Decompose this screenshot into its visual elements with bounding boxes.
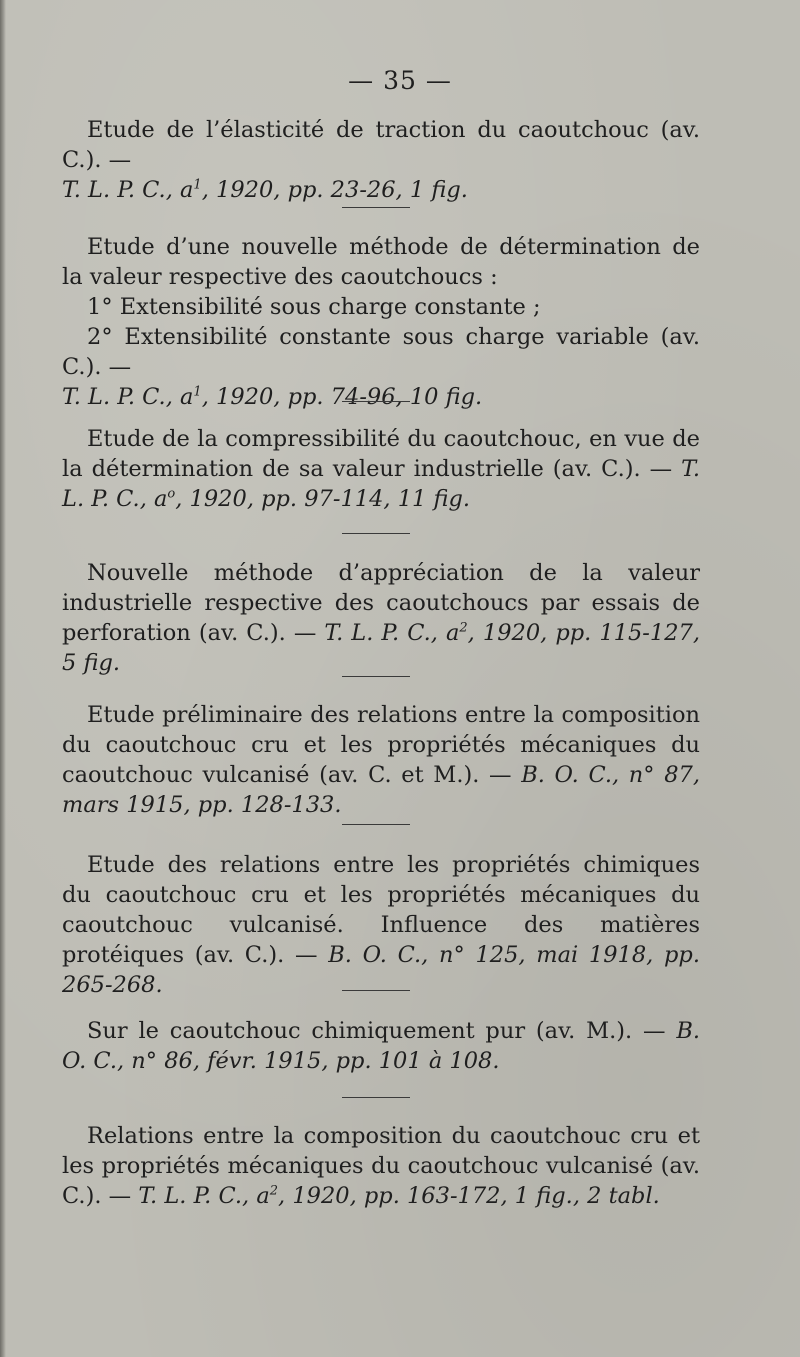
separator-rule [342, 676, 410, 677]
separator-rule [342, 207, 410, 208]
bibliography-entry-6 [62, 850, 700, 1000]
entry-text: Sur le caoutchouc chimiquement pur (av. M.). — [87, 1018, 677, 1044]
bibliography-entry-4 [62, 558, 700, 678]
separator-rule [342, 401, 410, 402]
entry-reference: T. L. P. C., $a^1$, 1920, pp. 74-96, 10 fig. [62, 384, 483, 410]
entry-reference: T. L. P. C., $a^1$, 1920, pp. 23-26, 1 fig. [62, 177, 468, 203]
bibliography-entry-5 [62, 700, 700, 820]
entry-item-1: 1° Extensibilité sous charge constante ; [87, 294, 541, 320]
entry-item-2: 2° Extensibilité constante sous charge variable (av. C.). — [62, 324, 700, 380]
bibliography-entry-2 [62, 232, 700, 412]
entry-text: Relations entre la composition du caoutchouc cru et les propriétés mécaniques du caoutchouc vulcanisé (av. C.). — [62, 1123, 700, 1209]
entry-text: Etude de l’élasticité de traction du caoutchouc (av. C.). — [62, 117, 700, 173]
bibliography-entry-1 [62, 115, 700, 205]
separator-rule [342, 824, 410, 825]
separator-rule [342, 533, 410, 534]
entry-text: Etude d’une nouvelle méthode de détermination de la valeur respective des caoutchoucs : [62, 234, 700, 290]
entry-text: Etude des relations entre les propriétés chimiques du caoutchouc cru et les propriétés mécaniques du caoutchouc vulcanisé. Influence des matières protéiques (av. C.). — [62, 852, 700, 968]
separator-rule [342, 1097, 410, 1098]
entry-reference: B. O. C., n° 125, mai 1918, pp. 265-268. [62, 942, 700, 998]
entry-text: Etude de la compressibilité du caoutchouc, en vue de la détermination de sa valeur industrielle (av. C.). — [62, 426, 700, 482]
bibliography-entry-8 [62, 1121, 700, 1211]
entry-text: Nouvelle méthode d’appréciation de la valeur industrielle respective des caoutchoucs par essais de perforation (av. C.). — [62, 560, 700, 646]
bibliography-entry-7 [62, 1016, 700, 1076]
entry-reference: T. L. P. C., $a^2$, 1920, pp. 163-172, 1 fig., 2 tabl. [138, 1183, 660, 1209]
page-edge-shadow [0, 0, 6, 1357]
entry-reference: B. O. C., n° 86, févr. 1915, pp. 101 à 108. [62, 1018, 700, 1074]
entry-reference: B. O. C., n° 87, mars 1915, pp. 128-133. [62, 762, 700, 818]
entry-text: Etude préliminaire des relations entre la composition du caoutchouc cru et les propriétés mécaniques du caoutchouc vulcanisé (av. C. et M.). — [62, 702, 700, 788]
entry-reference: T. L. P. C., $a^2$, 1920, pp. 115-127, 5 fig. [62, 620, 700, 676]
separator-rule [342, 990, 410, 991]
entry-reference: T. L. P. C., $a^o$, 1920, pp. 97-114, 11 fig. [62, 456, 700, 512]
bibliography-entry-3 [62, 424, 700, 514]
page-number: — 35 — [348, 66, 452, 95]
